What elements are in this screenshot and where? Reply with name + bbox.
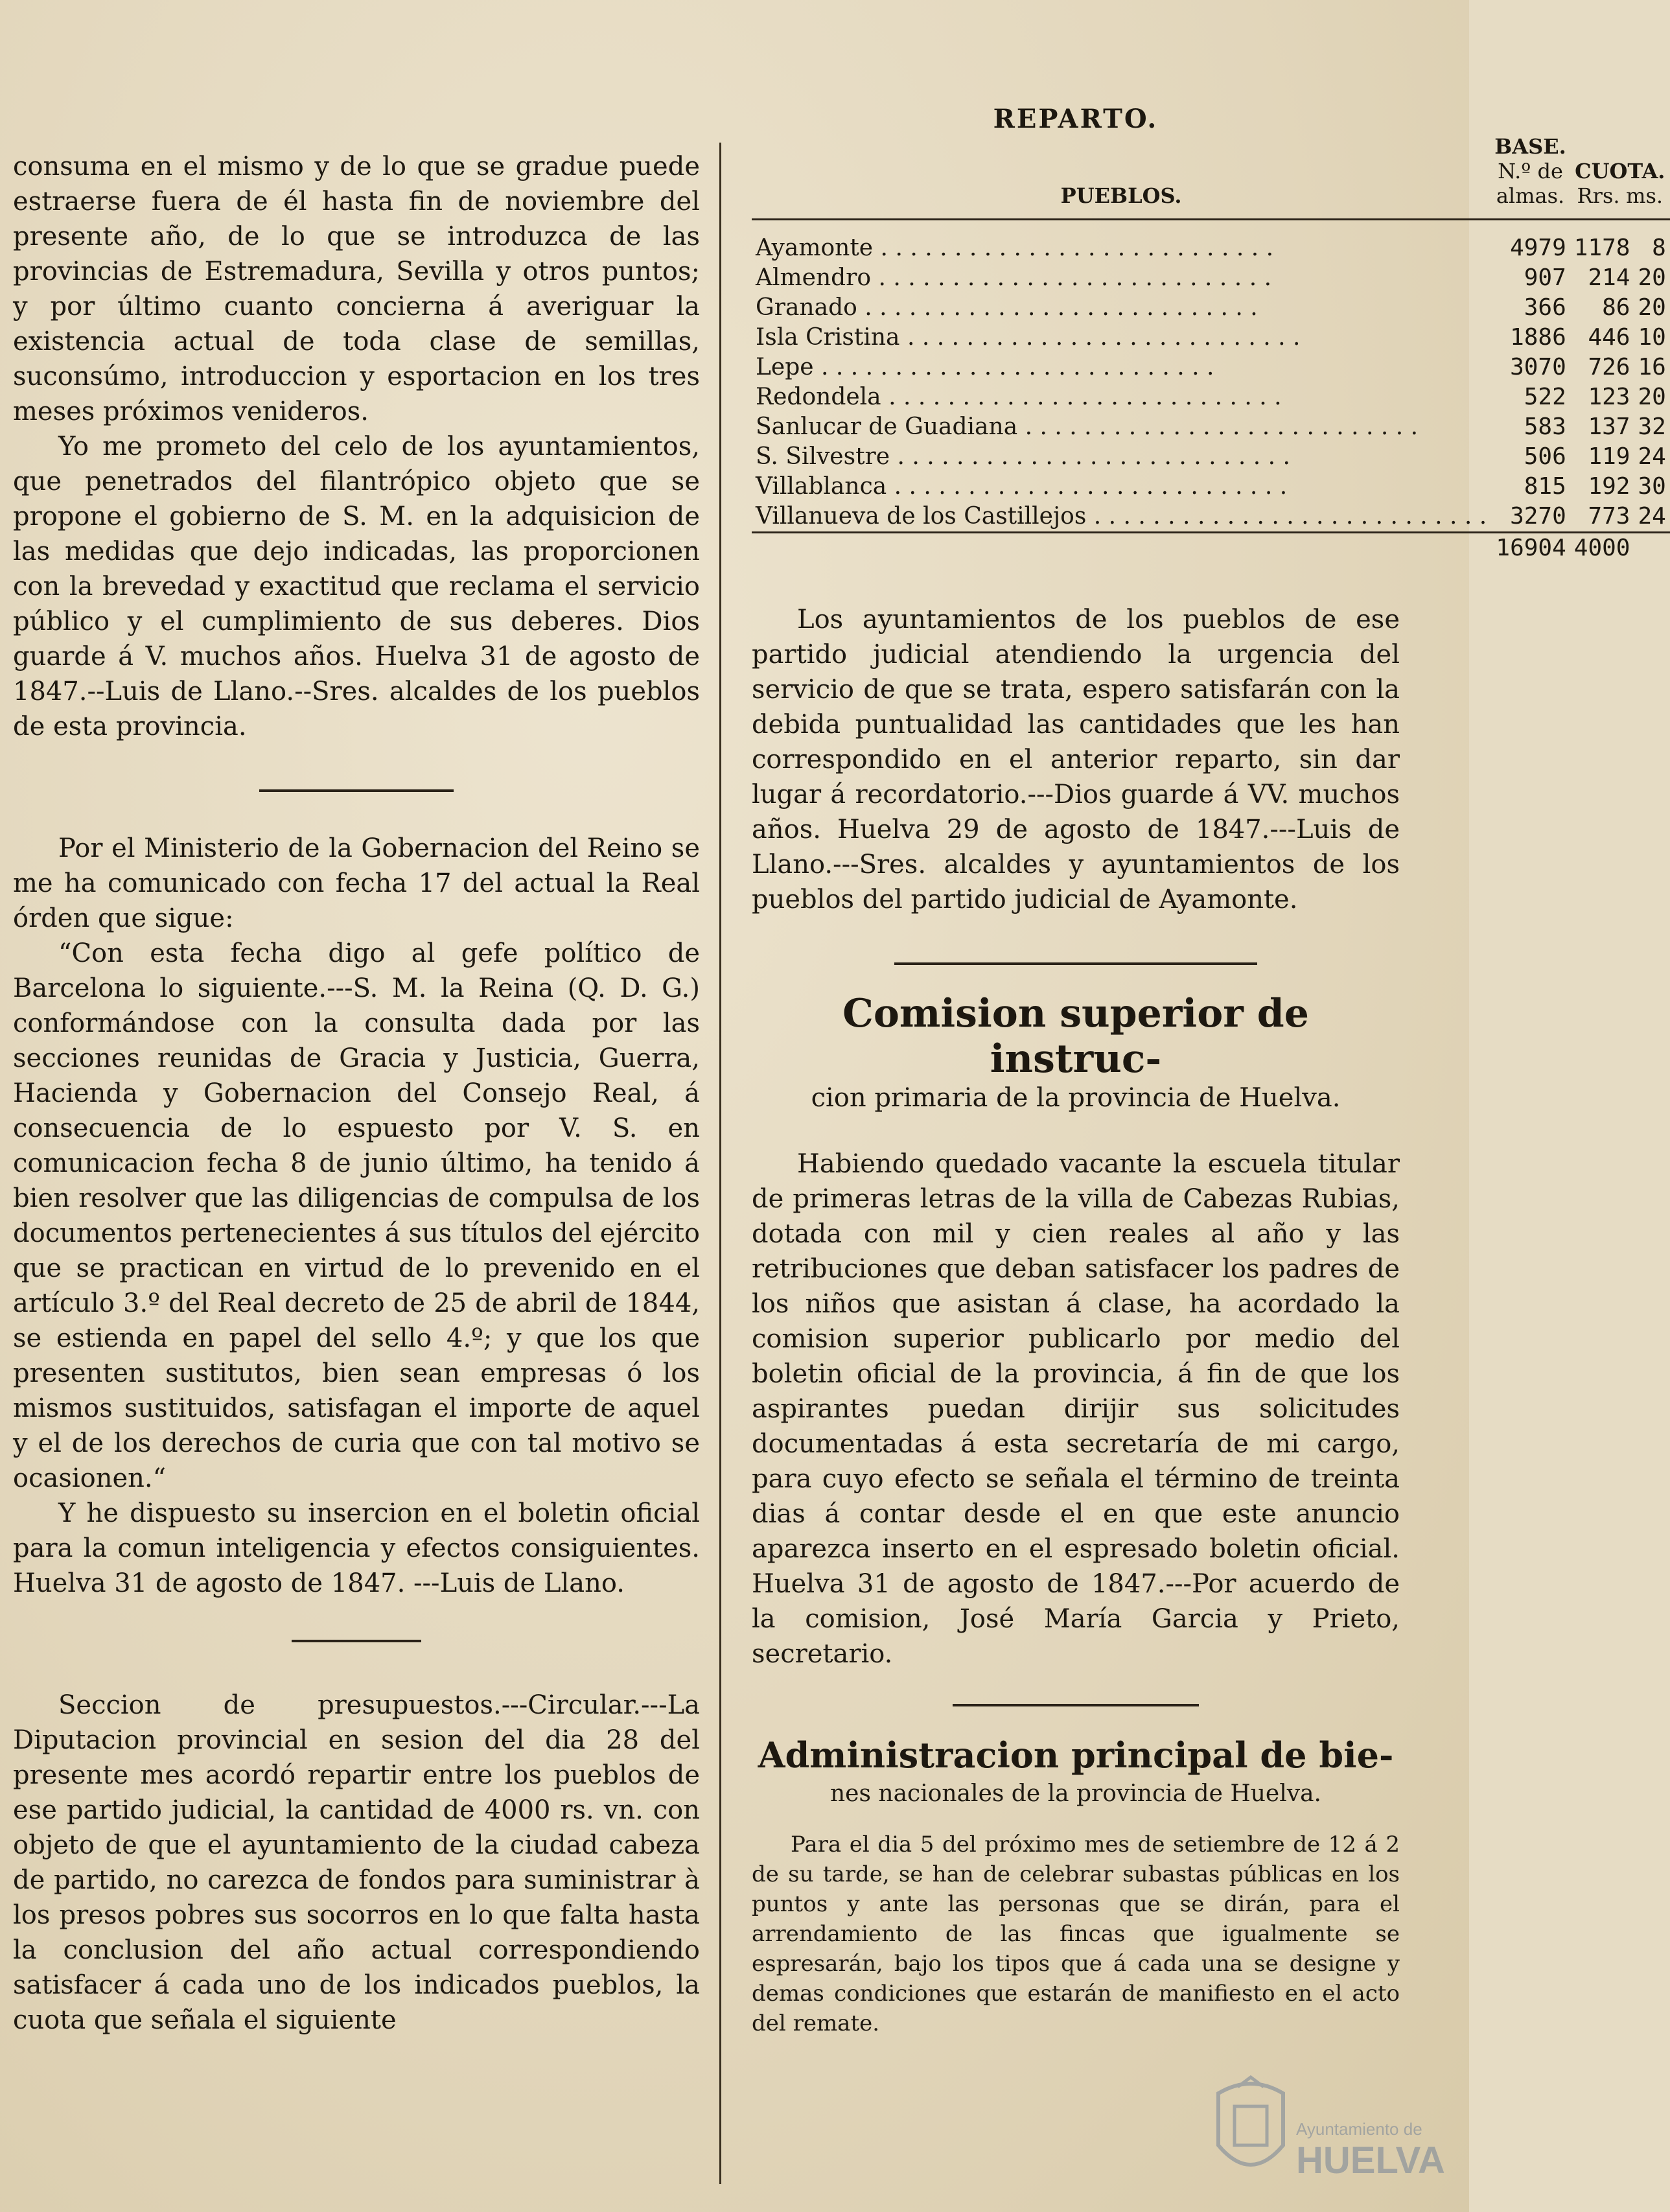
cell-pueblo: Sanlucar de Guadiana . . . [752,412,1490,442]
base-sublabel: N.º de almas. [1496,159,1565,208]
left-paragraph-6: Seccion de presupuestos.---Circular.---La Diputacion provincial en sesion del dia 28 del presente mes acordó repartir entre los pueblos de ese partido judicial, la cantidad de 4000 rs. vn. con objeto de que el ayuntamiento de la ciudad cabeza de partido, no carezca de fondos para suministrar à los presos pobres sus socorros en lo que falta hasta la conclusion del año actual correspondiendo satisfacer á cada uno de los indicados pueblos, la cuota que señala el siguiente [13,1690,700,2035]
cell-pueblo: Isla Cristina . . . [752,323,1490,353]
cell-pueblo: Villablanca . . . [752,472,1490,502]
right-paragraph-2: Habiendo quedado vacante la escuela titular de primeras letras de la villa de Cabezas Rubias, dotada con mil y cien reales al año y las retribuciones que deban satisfacer los padres de los niños que asistan á clase, ha acordado la comision superior publicarlo por medio del boletin oficial de la provincia, á fin de que los aspirantes puedan dirijir sus solicitudes documentadas á esta secretaría de mi cargo, para cuyo efecto se señala el término de treinta dias á contar desde el en que este anuncio aparezca inserto en el espresado boletin oficial. Huelva 31 de agosto de 1847.---Por acuerdo de la comision, José María Garcia y Prieto, secretario. [752,1149,1400,1669]
cell-almas: 1886 [1510,324,1566,351]
cell-ms: 20 [1638,264,1666,291]
table-row [752,323,1670,353]
cell-rrs: 123 [1588,384,1630,410]
watermark-line-1: Ayuntamiento de [1296,2119,1422,2139]
municipal-watermark [1199,2074,1445,2197]
column-divider [719,143,721,2184]
cell-rrs: 214 [1588,264,1630,291]
cell-pueblo: Ayamonte . . . [752,233,1490,263]
cell-almas: 3270 [1510,503,1566,530]
left-paragraph-4: “Con esta fecha digo al gefe político de Barcelona lo siguiente.---S. M. la Reina (Q. D. G.) conformándose con la consulta dada por las secciones reunidas de Gracia y Justicia, Guerra, Hacienda y Gobernacion del Consejo Real, á consecuencia de lo espuesto por V. S. en comunicacion fecha 8 de junio último, ha tenido á bien resolver que las diligencias de compulsa de los documentos pertenecientes á sus títulos del ejército que se practican en virtud de lo prevenido en el artículo 3.º del Real decreto de 25 de abril de 1844, se estienda en papel del sello 4.º; y que los que presenten sustitutos, bien sean empresas ó los mismos sustituidos, satisfagan el importe de aquel y el de los derechos de curia que con tal motivo se ocasionen.“ [13,938,700,1493]
cell-almas: 907 [1524,264,1566,291]
left-paragraph-2: Yo me prometo del celo de los ayuntamientos, que penetrados del filantrópico objeto que se propone el gobierno de S. M. en la adquisicion de las medidas que dejo indicadas, las proporcionen con la brevedad y exactitud que reclama el servicio público y el cumplimiento de sus deberes. Dios guarde á V. muchos años. Huelva 31 de agosto de 1847.--Luis de Llano.--Sres. alcaldes de los pueblos de esta provincia. [13,432,700,741]
reparto-table [752,134,1670,563]
cell-rrs: 192 [1588,473,1630,500]
cell-ms: 16 [1638,354,1666,380]
cell-almas: 506 [1524,443,1566,470]
table-row [752,293,1670,323]
cell-rrs: 446 [1588,324,1630,351]
right-paragraph-1: Los ayuntamientos de los pueblos de ese partido judicial atendiendo la urgencia del servicio de que se trata, espero satisfarán con la debida puntualidad las cantidades que les han correspondido en el anterior reparto, sin dar lugar á recordatorio.---Dios guarde á VV. muchos años. Huelva 29 de agosto de 1847.---Luis de Llano.---Sres. alcaldes y ayuntamientos de los pueblos del partido judicial de Ayamonte. [752,605,1400,914]
cell-almas: 522 [1524,384,1566,410]
cell-rrs: 137 [1588,413,1630,440]
total-almas: 16904 [1490,533,1570,564]
col-header-base [1490,134,1570,208]
section-subheading-bienes: nes nacionales de la provincia de Huelva. [830,1780,1321,1807]
rrs-label: Rrs. [1577,183,1620,208]
table-total-row [752,533,1670,564]
total-rrs: 4000 [1570,533,1634,564]
watermark-line-2: HUELVA [1296,2139,1445,2182]
cell-ms: 8 [1652,235,1666,261]
cell-pueblo: Villanueva de los Castillejos . . . [752,502,1490,533]
cell-pueblo: Redondela . . . [752,382,1490,412]
table-row [752,382,1670,412]
table-row [752,472,1670,502]
table-title: REPARTO. [993,104,1159,134]
cell-ms: 24 [1638,443,1666,470]
cell-ms: 20 [1638,384,1666,410]
cell-rrs: 86 [1602,294,1630,321]
table-row [752,412,1670,442]
cell-rrs: 119 [1588,443,1630,470]
cell-ms: 30 [1638,473,1666,500]
ms-label: ms. [1626,183,1664,208]
left-column [13,149,700,2038]
cell-rrs: 773 [1588,503,1630,530]
table-row [752,263,1670,293]
section-heading-bienes: Administracion principal de bie- [758,1734,1394,1776]
cell-pueblo: Almendro . . . [752,263,1490,293]
cell-almas: 583 [1524,413,1566,440]
col-header-pueblos: PUEBLOS. [1060,183,1182,208]
left-paragraph-5: Y he dispuesto su insercion en el boletin oficial para la comun inteligencia y efectos consiguientes. Huelva 31 de agosto de 1847. ---Luis de Llano. [13,1498,700,1598]
section-subheading-instruccion: cion primaria de la provincia de Huelva. [811,1083,1341,1113]
table-row [752,233,1670,263]
cell-pueblo: Lepe . . . [752,353,1490,382]
cell-almas: 4979 [1510,235,1566,261]
base-label: BASE. [1494,134,1566,159]
col-header-cuota [1570,134,1670,208]
table-row [752,502,1670,533]
cell-rrs: 726 [1588,354,1630,380]
left-paragraph-1: consuma en el mismo y de lo que se gradue puede estraerse fuera de él hasta fin de noviembre del presente año, de lo que se introduzca de las provincias de Estremadura, Sevilla y otros puntos; y por último cuanto concierna á averiguar la existencia actual de toda clase de semillas, suconsúmo, introduccion y esportacion en los tres meses próximos venideros. [13,152,700,426]
cell-ms: 10 [1638,324,1666,351]
cell-pueblo: S. Silvestre . . . [752,442,1490,472]
cuota-label: CUOTA. [1575,159,1665,183]
cell-pueblo: Granado . . . [752,293,1490,323]
right-paragraph-3: Para el dia 5 del próximo mes de setiembre de 12 á 2 de su tarde, se han de celebrar subastas públicas en los puntos y ante las personas que se dirán, para el arrendamiento de las fincas que igualmente se espresarán, bajo los tipos que á cada una se designe y demas condiciones que estarán de manifiesto en el acto del remate. [752,1832,1400,2036]
cell-rrs: 1178 [1573,235,1630,261]
cell-ms: 32 [1638,413,1666,440]
crest-icon [1212,2074,1290,2184]
cell-almas: 3070 [1510,354,1566,380]
cell-ms: 24 [1638,503,1666,530]
cell-almas: 366 [1524,294,1566,321]
left-paragraph-3: Por el Ministerio de la Gobernacion del Reino se me ha comunicado con fecha 17 del actual la Real órden que sigue: [13,833,700,933]
right-column [752,104,1666,2038]
cell-ms: 20 [1638,294,1666,321]
cell-almas: 815 [1524,473,1566,500]
section-heading-instruccion: Comision superior de instruc- [842,991,1309,1082]
table-row [752,442,1670,472]
table-row [752,353,1670,382]
reparto-table-body [752,233,1670,533]
